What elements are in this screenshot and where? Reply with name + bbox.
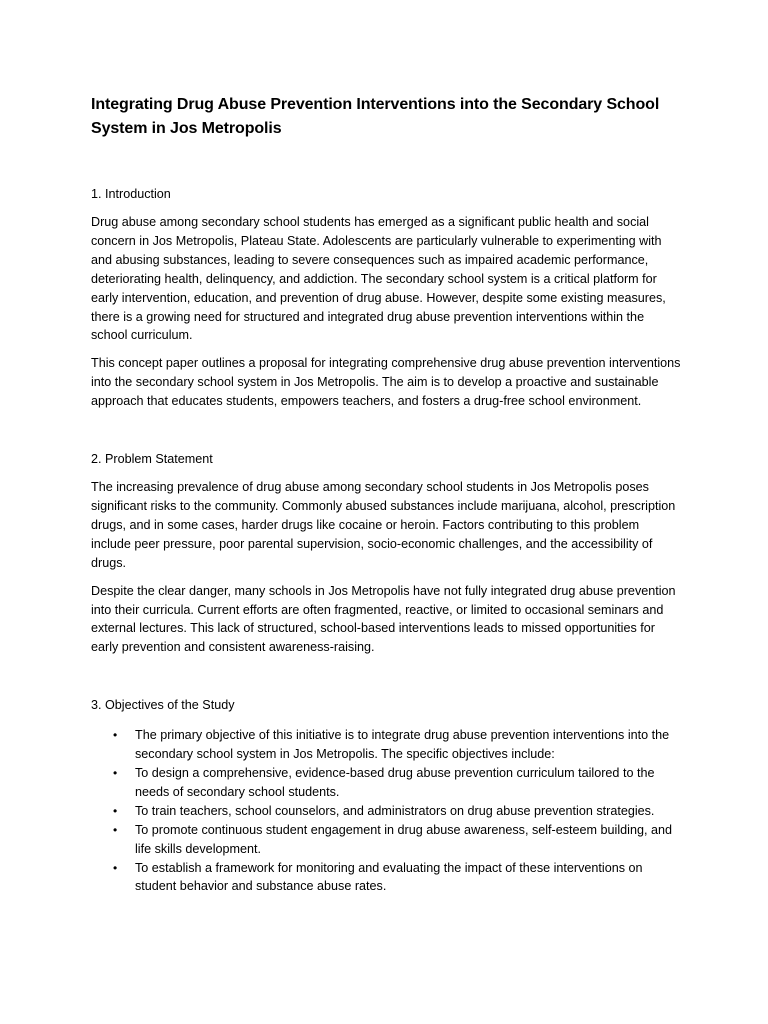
- list-item-text: To train teachers, school counselors, and administrators on drug abuse prevention strategies.: [135, 803, 655, 818]
- document-title: Integrating Drug Abuse Prevention Interventions into the Secondary School System in Jos Metropolis: [91, 96, 660, 137]
- section-introduction: [91, 185, 681, 411]
- section-problem-statement: [91, 450, 681, 657]
- paragraph: Despite the clear danger, many schools in Jos Metropolis have not fully integrated drug abuse prevention into their curricula. Current efforts are often fragmented, reactive, or limited to occasional seminars and external lectures. This lack of structured, school-based interventions leads to missed opportunities for early prevention and consistent awareness-raising.: [91, 583, 676, 655]
- list-item-text: To promote continuous student engagement in drug abuse awareness, self-esteem building, and life skills development.: [135, 822, 672, 856]
- paragraph: This concept paper outlines a proposal for integrating comprehensive drug abuse prevention interventions into the secondary school system in Jos Metropolis. The aim is to develop a proactive and sustainable approach that educates students, empowers teachers, and fosters a drug-free school environment.: [91, 356, 681, 409]
- list-item: [91, 726, 681, 764]
- list-item: [91, 802, 681, 821]
- list-item: [91, 764, 681, 802]
- list-item: [91, 821, 681, 859]
- section-heading: 2. Problem Statement: [91, 452, 213, 467]
- bullet-icon: •: [113, 728, 118, 743]
- paragraph: Drug abuse among secondary school students has emerged as a significant public health and social concern in Jos Metropolis, Plateau State. Adolescents are particularly vulnerable to experimenting with and abusing substances, leading to severe consequences such as impaired academic performance, deteriorating health, delinquency, and addiction. The secondary school system is a critical platform for early intervention, education, and prevention of drug abuse. However, despite some existing measures, there is a growing need for structured and integrated drug abuse prevention interventions within the school curriculum.: [91, 215, 666, 343]
- document-content: [91, 93, 681, 896]
- bullet-icon: •: [113, 822, 118, 837]
- list-item-text: To design a comprehensive, evidence-based drug abuse prevention curriculum tailored to the needs of secondary school students.: [135, 766, 655, 799]
- objectives-list: [91, 726, 681, 896]
- bullet-icon: •: [113, 860, 118, 875]
- list-item-text: The primary objective of this initiative is to integrate drug abuse prevention interventions into the secondary school system in Jos Metropolis. The specific objectives include:: [135, 728, 670, 762]
- section-heading: 3. Objectives of the Study: [91, 698, 235, 713]
- bullet-icon: •: [113, 766, 118, 781]
- section-heading: 1. Introduction: [91, 187, 171, 201]
- list-item-text: To establish a framework for monitoring and evaluating the impact of these interventions on student behavior and substance abuse rates.: [135, 860, 643, 894]
- bullet-icon: •: [113, 803, 118, 818]
- paragraph: The increasing prevalence of drug abuse among secondary school students in Jos Metropolis poses significant risks to the community. Commonly abused substances include marijuana, alcohol, prescription drugs, and in some cases, harder drugs like cocaine or heroin. Factors contributing to this problem include peer pressure, poor parental supervision, socio-economic challenges, and the accessibility of drugs.: [91, 480, 676, 570]
- list-item: [91, 859, 681, 897]
- section-objectives: [91, 696, 681, 896]
